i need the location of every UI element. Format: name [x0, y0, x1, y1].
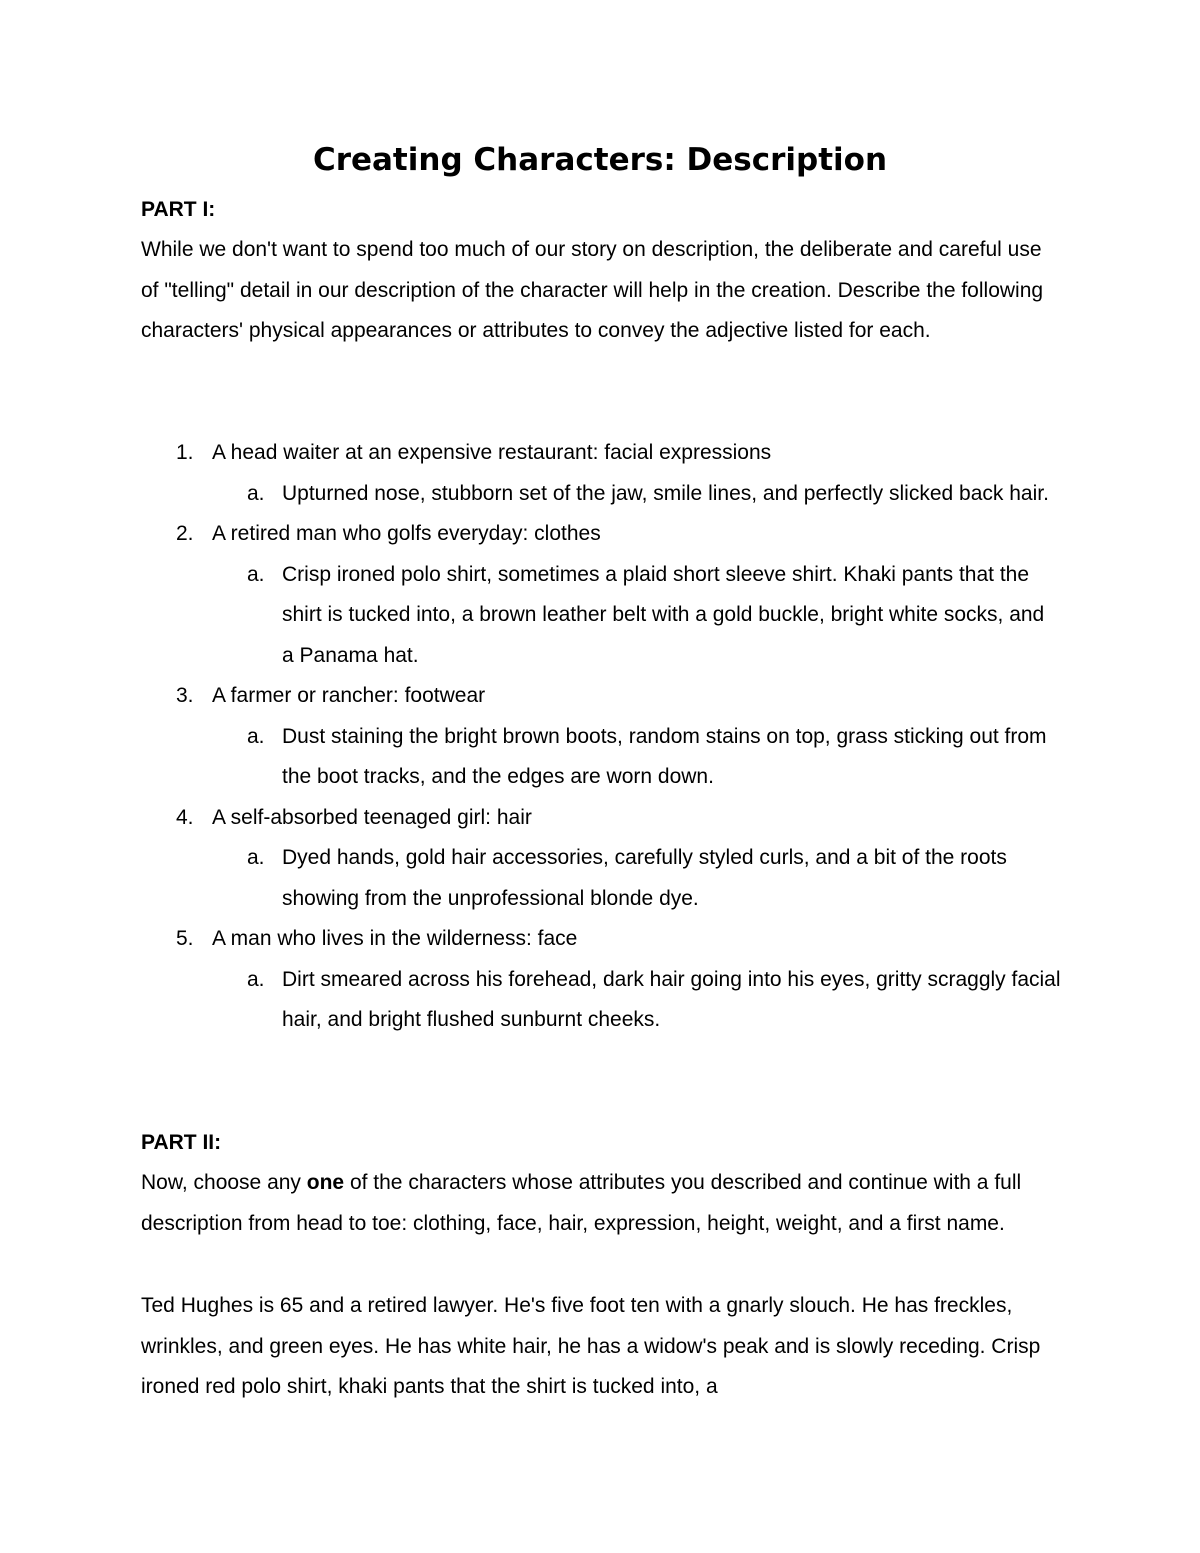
- item-prompt: A retired man who golfs everyday: clothes: [212, 522, 601, 545]
- subitem-answer: Upturned nose, stubborn set of the jaw, smile lines, and perfectly slicked back hair.: [282, 481, 1049, 505]
- part2-response: Ted Hughes is 65 and a retired lawyer. He's five foot ten with a gnarly slouch. He has freckles, wrinkles, and green eyes. He has white hair, he has a widow's peak and is slowly receding. Crisp ironed red polo shirt, khaki pants that the shirt is tucked into, a: [141, 1294, 1041, 1398]
- part2-intro-end: of the characters whose attributes you described and continue with a full description from head to toe: clothing, face, hair, expression, height, weight, and a first name.: [141, 1171, 1022, 1235]
- item-number: 2.: [176, 522, 194, 545]
- list-subitem: [141, 838, 1061, 919]
- item-prompt: A self-absorbed teenaged girl: hair: [212, 805, 532, 829]
- list-item: [141, 433, 1061, 474]
- part1-intro: While we don't want to spend too much of our story on description, the deliberate and careful use of "telling" detail in our description of the character will help in the creation. Describe the following characters' physical appearances or attributes to convey the adjective listed for each.: [141, 238, 1044, 342]
- item-prompt: A head waiter at an expensive restaurant: facial expressions: [212, 441, 772, 464]
- subitem-answer: Crisp ironed polo shirt, sometimes a plaid short sleeve shirt. Khaki pants that the shirt is tucked into, a brown leather belt with a gold buckle, bright white socks, and a Panama hat.: [282, 562, 1045, 667]
- part2-heading: PART II:: [141, 1131, 222, 1154]
- subitem-letter: a.: [247, 724, 265, 748]
- item-number: 4.: [176, 805, 194, 829]
- list-subitem: [141, 717, 1061, 798]
- list-item: [141, 919, 1061, 960]
- item-number: 1.: [176, 441, 194, 464]
- list-item: [141, 676, 1061, 717]
- part2-intro-start: Now, choose any: [141, 1171, 307, 1194]
- subitem-answer: Dirt smeared across his forehead, dark hair going into his eyes, gritty scraggly facial hair, and bright flushed sunburnt cheeks.: [282, 967, 1061, 1031]
- page-title: Creating Characters: Description: [312, 142, 888, 178]
- subitem-letter: a.: [247, 846, 265, 869]
- part1-heading: PART I:: [141, 198, 216, 221]
- part2-intro: [141, 1163, 1061, 1244]
- list-item: [141, 798, 1061, 839]
- list-subitem: [141, 555, 1061, 677]
- list-subitem: [141, 960, 1061, 1041]
- item-prompt: A man who lives in the wilderness: face: [212, 927, 578, 950]
- item-number: 3.: [176, 684, 194, 707]
- part2-intro-emphasis: one: [306, 1171, 345, 1194]
- subitem-letter: a.: [247, 562, 265, 586]
- character-list: [141, 433, 1061, 1041]
- subitem-answer: Dyed hands, gold hair accessories, carefully styled curls, and a bit of the roots showing from the unprofessional blonde dye.: [282, 846, 1007, 910]
- list-item: [141, 514, 1061, 555]
- list-subitem: [141, 474, 1061, 515]
- item-number: 5.: [176, 927, 194, 950]
- subitem-letter: a.: [247, 481, 265, 505]
- subitem-answer: Dust staining the bright brown boots, random stains on top, grass sticking out from the boot tracks, and the edges are worn down.: [282, 724, 1047, 788]
- item-prompt: A farmer or rancher: footwear: [212, 684, 486, 707]
- subitem-letter: a.: [247, 967, 265, 991]
